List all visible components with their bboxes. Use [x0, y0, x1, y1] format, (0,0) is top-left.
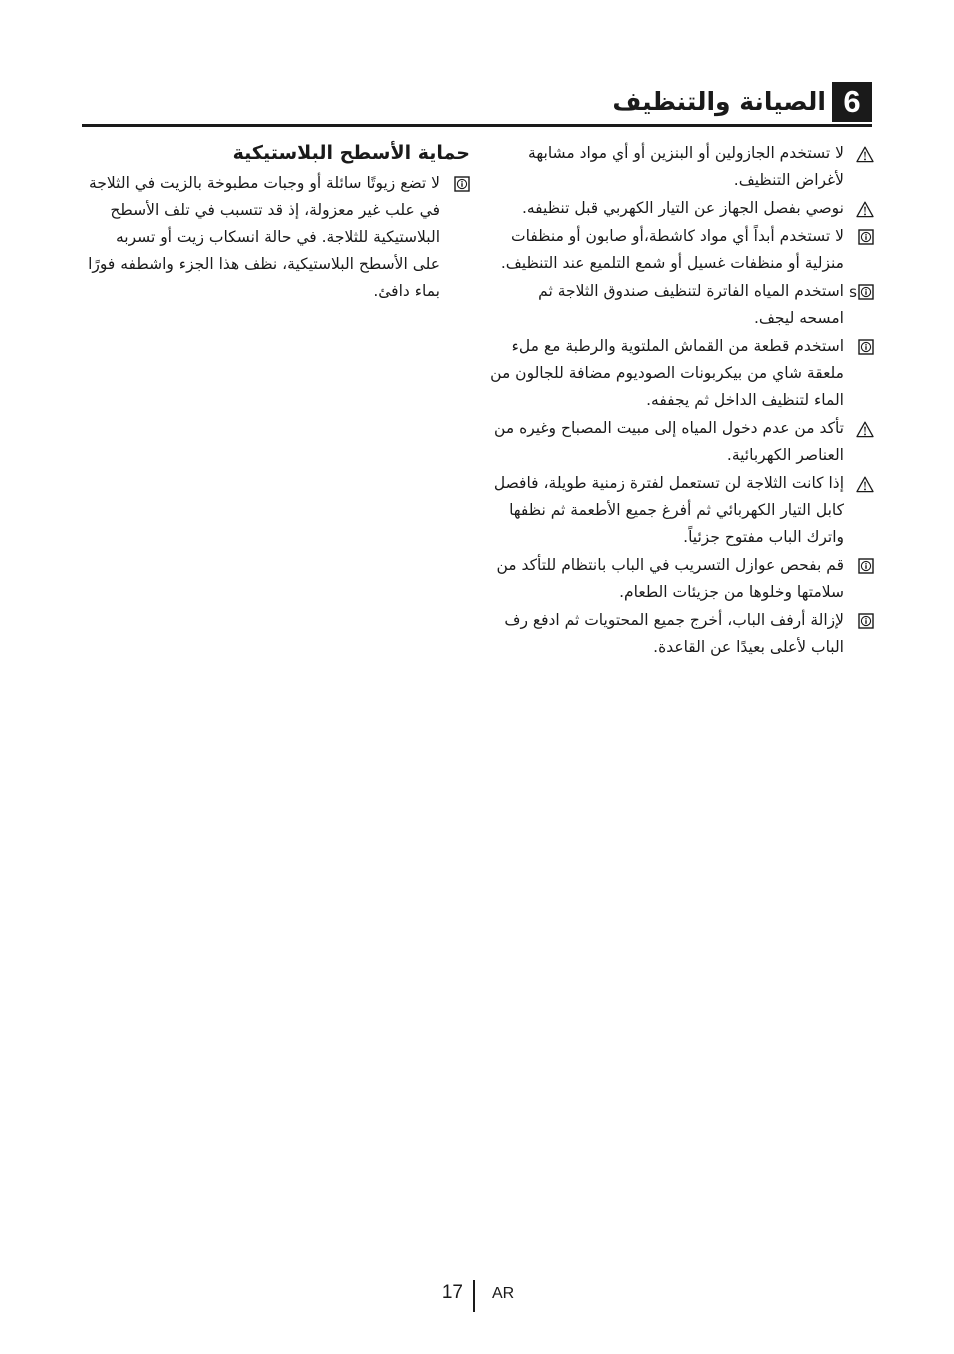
- instruction-item: [490, 278, 874, 332]
- warning-icon: [844, 195, 874, 222]
- language-code: AR: [492, 1285, 515, 1302]
- instruction-text: لا تستخدم أبداً أي مواد كاشطة،أو صابون أو منظفات منزلية أو منظفات غسيل أو شمع التلميع عند التنظيف.: [500, 227, 844, 272]
- page-number: 17: [441, 1282, 463, 1303]
- cleaning-instructions: [490, 140, 874, 662]
- instruction-item: [490, 415, 874, 469]
- info-icon: [440, 170, 470, 197]
- instruction-text: لا تستخدم الجازولين أو البنزين أو أي مواد مشابهة لأغراض التنظيف.: [528, 144, 844, 189]
- page-footer: [0, 1280, 954, 1312]
- instruction-item: [490, 140, 874, 194]
- subsection-title: حماية الأسطح البلاستيكية: [232, 142, 470, 164]
- instruction-text: استخدم قطعة من القماش الملتوية والرطبة مع ملء ملعقة شاي من بيكربونات الصوديوم مضافة للجالون من الماء لتنظيف الداخل ثم يجففه.: [490, 337, 844, 409]
- warning-icon: [844, 470, 874, 497]
- section-title: الصيانة والتنظيف: [612, 87, 826, 116]
- info-icon: [844, 278, 874, 305]
- footer-divider: [473, 1280, 475, 1312]
- info-icon: [844, 607, 874, 634]
- instruction-item: [490, 607, 874, 661]
- instruction-item: [490, 333, 874, 414]
- plastic-protection: [84, 140, 470, 306]
- instruction-text: لا تضع زيوتًا سائلة أو وجبات مطبوخة بالزيت في الثلاجة في علب غير معزولة، إذ قد تتسبب في تلف الأسطح البلاستيكية للثلاجة. في حالة انسكاب زيت أو تسربه على الأسطح البلاستيكية، نظف هذا الجزء واشطفه فورًا بماء دافئ.: [88, 174, 440, 300]
- icon-prefix-letter: s: [849, 283, 857, 301]
- instruction-text: لإزالة أرفف الباب، أخرج جميع المحتويات ثم ادفع رف الباب لأعلى بعيدًا عن القاعدة.: [504, 611, 844, 656]
- instruction-item: [84, 170, 470, 305]
- instruction-text: استخدم المياه الفاترة لتنظيف صندوق الثلاجة ثم امسحه ليجف.: [538, 282, 844, 327]
- section-header: [82, 82, 872, 127]
- instruction-text: تأكد من عدم دخول المياه إلى مبيت المصباح وغيره من العناصر الكهربائية.: [494, 419, 844, 464]
- instruction-item: [490, 552, 874, 606]
- warning-icon: [844, 415, 874, 442]
- instruction-text: قم بفحص عوازل التسريب في الباب بانتظام للتأكد من سلامتها وخلوها من جزيئات الطعام.: [496, 556, 844, 601]
- instruction-text: نوصي بفصل الجهاز عن التيار الكهربي قبل تنظيفه.: [521, 199, 844, 217]
- info-icon: [844, 223, 874, 250]
- instruction-text: إذا كانت الثلاجة لن تستعمل لفترة زمنية طويلة، فافصل كابل التيار الكهربائي ثم أفرغ جميع الأطعمة ثم نظفها واترك الباب مفتوح جزئياً.: [493, 474, 844, 546]
- instruction-item: [490, 195, 874, 222]
- info-icon: [844, 333, 874, 360]
- warning-icon: [844, 140, 874, 167]
- section-number: 6: [832, 82, 872, 122]
- instruction-item: [490, 223, 874, 277]
- instruction-item: [490, 470, 874, 551]
- info-icon: [844, 552, 874, 579]
